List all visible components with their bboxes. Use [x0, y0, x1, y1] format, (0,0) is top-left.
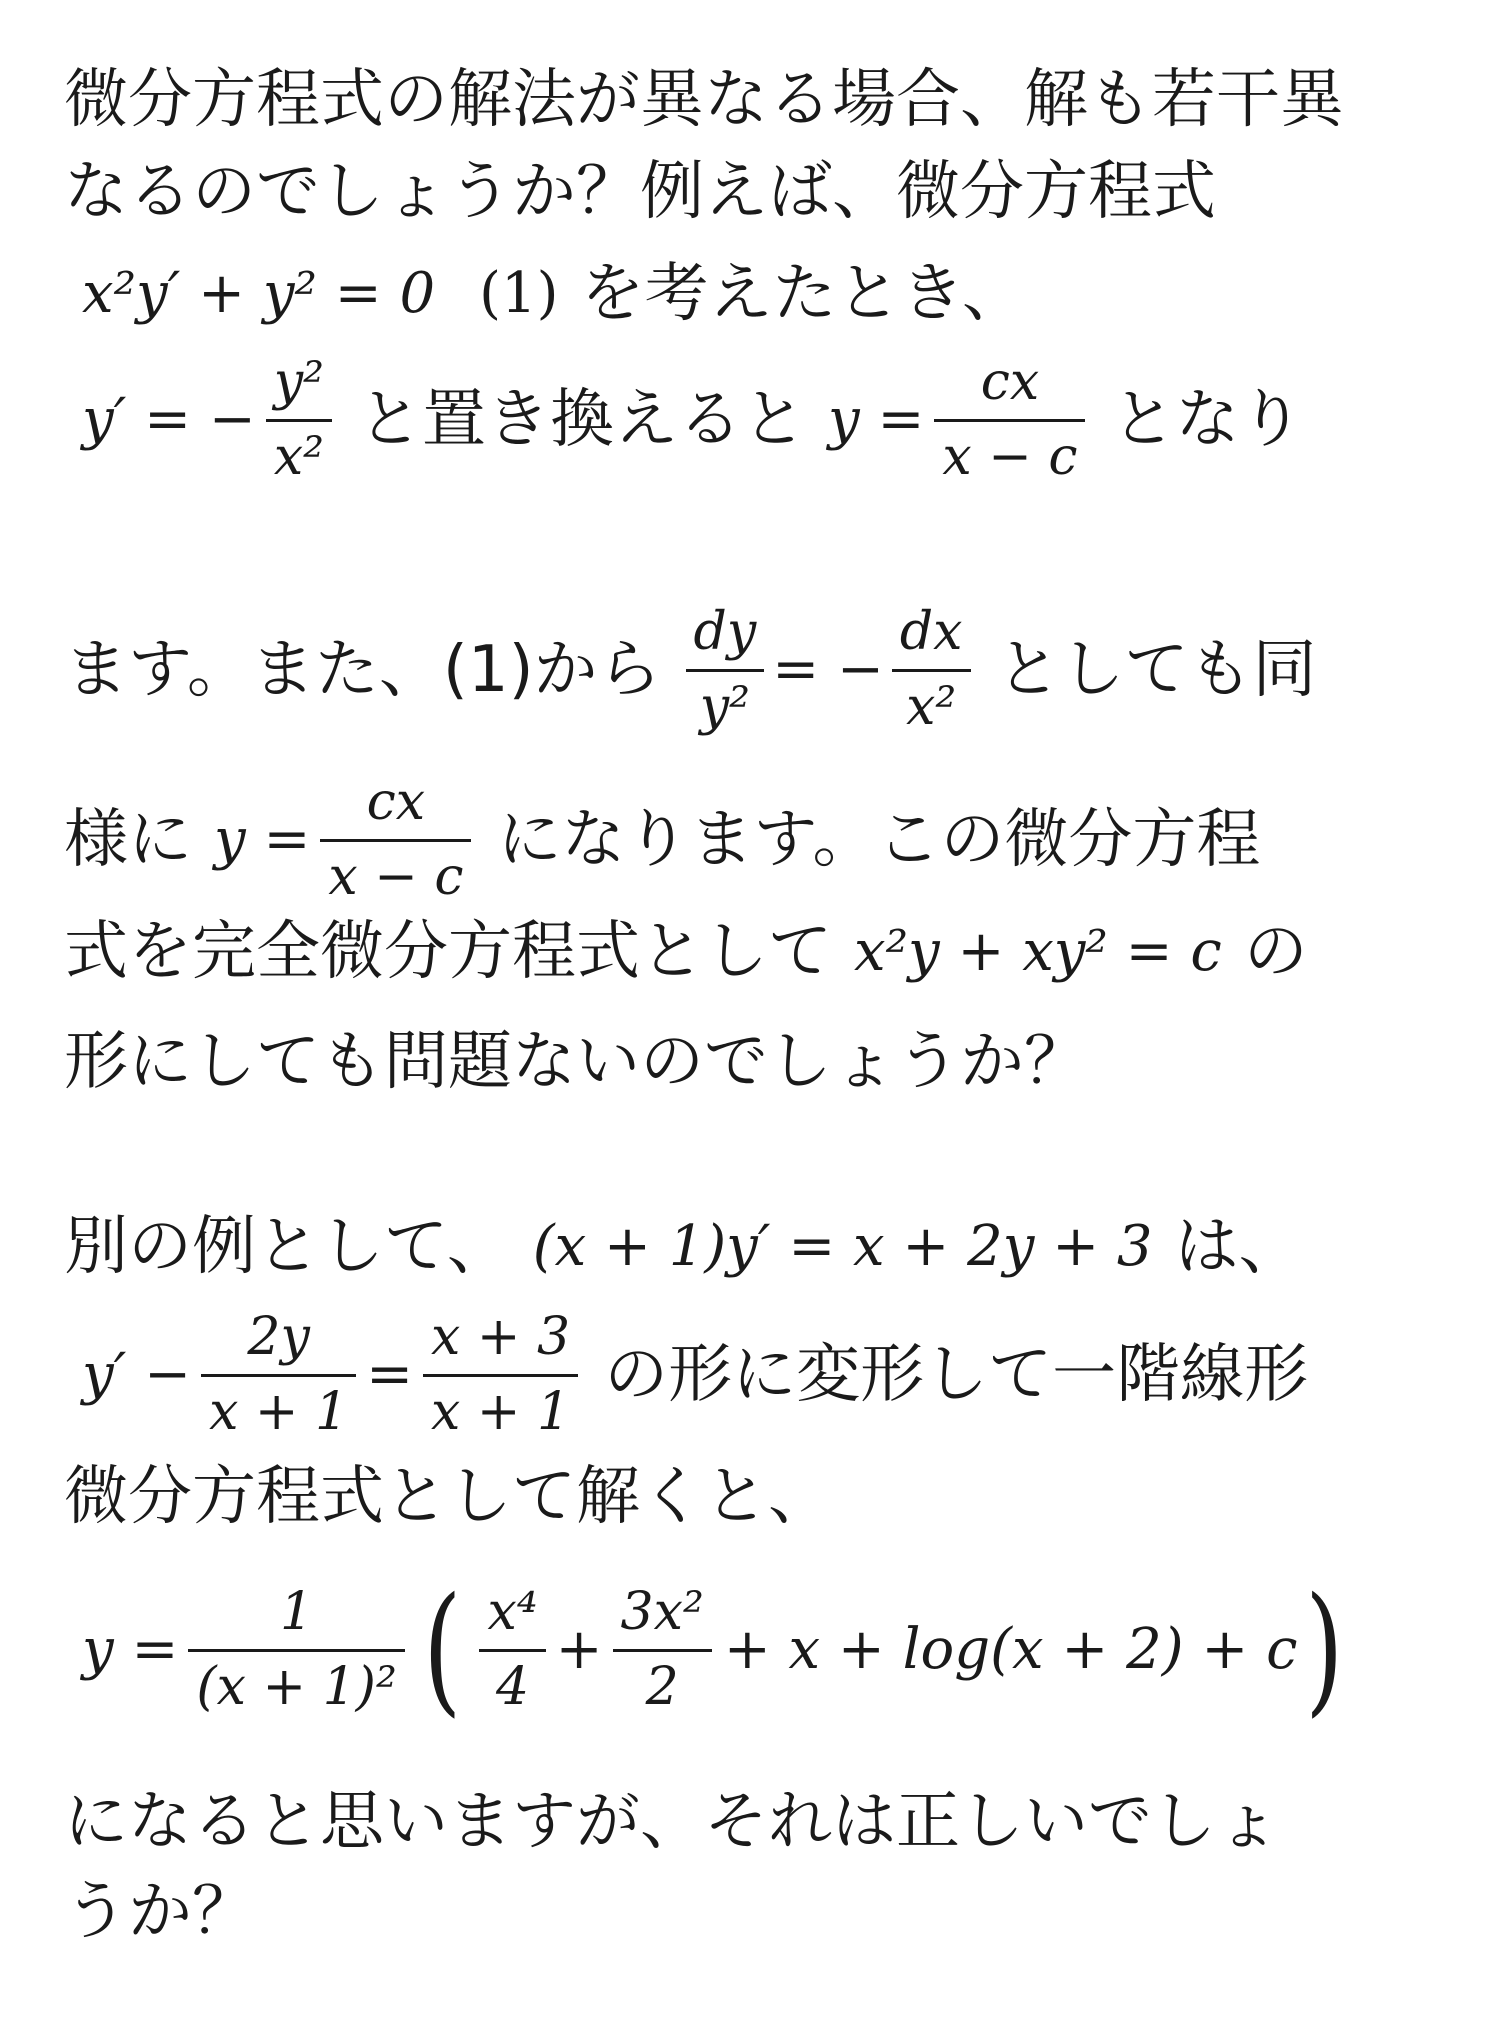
text-line-4: [60, 340, 1303, 500]
fraction-dy-over-y2: [686, 603, 765, 738]
equals-sign: =: [366, 1342, 414, 1407]
frac-num: cx: [980, 351, 1040, 412]
frac-den: x²: [273, 426, 324, 487]
frac-bar: [423, 1374, 578, 1377]
frac-den: x²: [906, 676, 957, 737]
text-line-1: [64, 63, 1344, 137]
frac-bar: [320, 839, 471, 842]
text-line-6: [64, 760, 1260, 920]
frac-num: 1: [280, 1581, 314, 1642]
frac-num: 2y: [247, 1306, 310, 1367]
frac-den: y²: [699, 676, 750, 737]
line-11-text: 微分方程式として解くと、: [64, 1460, 832, 1534]
frac-bar: [266, 419, 332, 422]
fraction-1-over-x-plus-1-squared: [188, 1583, 404, 1718]
frac-bar: [479, 1649, 545, 1652]
fraction-dx-over-x2: [892, 603, 971, 738]
text-line-3: [60, 257, 1026, 331]
solution-line: [60, 1560, 1352, 1740]
text-line-14: [64, 1875, 256, 1949]
frac-bar: [613, 1649, 712, 1652]
equals-minus: = −: [772, 637, 884, 702]
text-line-11: [64, 1460, 832, 1534]
frac-bar: [188, 1649, 404, 1652]
frac-bar: [892, 669, 971, 672]
line-10-end-text: の形に変形して一階線形: [604, 1338, 1309, 1412]
frac-bar: [201, 1374, 356, 1377]
frac-num: y²: [273, 351, 325, 412]
line-2-text: なるのでしょうか？例えば、微分方程式: [64, 155, 1216, 229]
equation-1-tag: (1): [479, 261, 559, 326]
fraction-cx-over-x-minus-c: [320, 773, 471, 908]
line-7-end-text: の: [1243, 915, 1308, 989]
exact-equation: x²y + xy² = c: [854, 919, 1222, 984]
text-line-13: [64, 1785, 1280, 1859]
text-line-5: [64, 590, 1317, 750]
line-8-text: 形にしても問題ないのでしょうか？: [64, 1025, 1088, 1099]
fraction-x-plus-3-over-x-plus-1: [423, 1308, 578, 1443]
fraction-cx-over-x-minus-c: [934, 353, 1085, 488]
frac-den: 4: [495, 1656, 530, 1717]
frac-bar: [686, 669, 765, 672]
frac-bar: [934, 419, 1085, 422]
solution-tail: + x + log(x + 2) + c: [723, 1617, 1298, 1682]
y-equals: y =: [828, 387, 925, 452]
frac-den: x + 1: [209, 1381, 349, 1442]
line-13-text: になると思いますが、それは正しいでしょ: [64, 1785, 1280, 1859]
frac-den: (x + 1)²: [196, 1656, 397, 1717]
fraction-x4-over-4: [479, 1583, 545, 1718]
line-3-text: を考えたとき、: [580, 257, 1026, 331]
line-7-start-text: 式を完全微分方程式として: [64, 915, 832, 989]
line-6-end-text: になります。この微分方程: [497, 803, 1261, 877]
line-14-text: うか？: [64, 1875, 256, 1949]
frac-num: x⁴: [487, 1581, 538, 1642]
y-prime-minus: y′ −: [82, 1342, 192, 1407]
line-5-end-text: としても同: [996, 633, 1317, 707]
frac-num: dx: [899, 601, 963, 662]
frac-num: dy: [693, 601, 757, 662]
y-prime-lhs: y′ = −: [82, 387, 256, 452]
text-line-2: [64, 155, 1216, 229]
equation-1: [82, 261, 559, 326]
text-line-7: [64, 915, 1308, 989]
right-paren: ): [1305, 1568, 1344, 1731]
example-2-equation: (x + 1)y′ = x + 2y + 3: [532, 1214, 1153, 1279]
frac-num: cx: [366, 771, 426, 832]
line-5-start-text: ます。また、(1)から: [64, 633, 662, 707]
equation-1-expr: x²y′ + y² = 0: [82, 261, 436, 326]
plus-sign: +: [555, 1617, 603, 1682]
frac-num: x + 3: [431, 1306, 571, 1367]
text-line-10: [60, 1290, 1308, 1460]
line-4-end-text: となり: [1111, 383, 1304, 457]
frac-num: 3x²: [620, 1581, 704, 1642]
left-paren: (: [423, 1568, 462, 1731]
frac-den: x + 1: [431, 1381, 571, 1442]
line-9-end-text: は、: [1174, 1210, 1303, 1284]
y-equals: y =: [82, 1617, 179, 1682]
text-line-9: [64, 1210, 1303, 1284]
frac-den: x − c: [328, 846, 464, 907]
line-1-text: 微分方程式の解法が異なる場合、解も若干異: [64, 63, 1344, 137]
y-equals: y =: [214, 807, 311, 872]
frac-den: x − c: [942, 426, 1078, 487]
fraction-2y-over-x-plus-1: [201, 1308, 356, 1443]
line-4-mid-text: と置き換えると: [358, 383, 807, 457]
text-line-8: [64, 1025, 1088, 1099]
fraction-y2-over-x2: [266, 353, 332, 488]
line-6-start-text: 様に: [64, 803, 192, 877]
frac-den: 2: [645, 1656, 679, 1717]
line-9-start-text: 別の例として、: [64, 1210, 511, 1284]
fraction-3x2-over-2: [613, 1583, 712, 1718]
